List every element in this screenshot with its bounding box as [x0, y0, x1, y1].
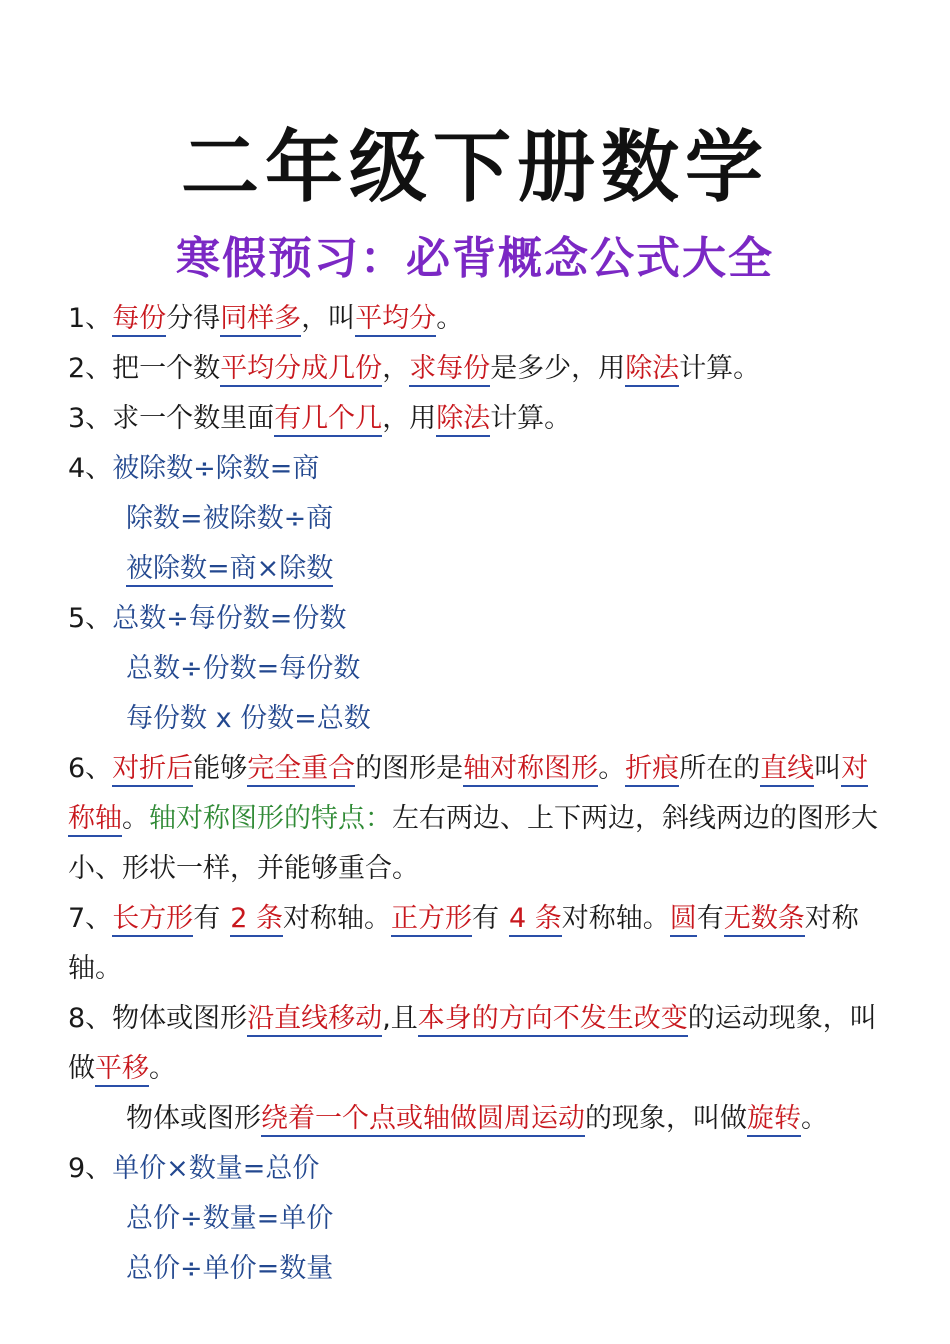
item-1: [68, 294, 892, 344]
keyword: 旋转: [747, 1103, 801, 1137]
keyword: 2 条: [230, 903, 283, 937]
item-4: [68, 444, 892, 494]
item-4-formula-3: [68, 544, 892, 594]
text: ，叫: [301, 303, 356, 334]
text: 左右两边、上下两边，斜线两边的图形大小、形状一样，并能够重合。: [68, 803, 878, 884]
text: 。: [598, 753, 626, 784]
item-6: [68, 744, 892, 894]
keyword: 除法: [436, 403, 490, 437]
text: ,且: [382, 1003, 418, 1034]
keyword: 平均分成几份: [220, 353, 382, 387]
text: 分得: [166, 303, 221, 334]
concept-list: [68, 294, 892, 1294]
formula: 总数÷每份数=份数: [112, 603, 347, 634]
text: 1、: [68, 303, 113, 334]
text: 对称轴。: [282, 903, 391, 934]
text: 的运动现象，叫做: [68, 1003, 877, 1084]
text: 计算。: [490, 403, 572, 434]
highlight: 轴对称图形的特点：: [149, 803, 392, 834]
text: 4、: [68, 453, 113, 484]
keyword: 本身的方向不发生改变: [418, 1003, 688, 1037]
keyword: 求每份: [409, 353, 490, 387]
item-8-rotation: [68, 1094, 892, 1144]
item-7: [68, 894, 892, 994]
keyword: 平均分: [355, 303, 436, 337]
text: 7、: [68, 903, 113, 934]
text: 2、把一个数: [68, 353, 221, 384]
text: 6、: [68, 753, 113, 784]
keyword: 绕着一个点或轴做圆周运动: [261, 1103, 585, 1137]
formula: 被除数÷除数=商: [112, 453, 320, 484]
text: 的现象，叫做: [585, 1103, 747, 1134]
text: 计算。: [679, 353, 761, 384]
keyword: 完全重合: [247, 753, 355, 787]
text: 有: [193, 903, 221, 934]
text: 。: [436, 303, 464, 334]
text: 是多少，用: [490, 353, 626, 384]
text: 对称轴。: [68, 903, 859, 984]
page-subtitle: 寒假预习：必背概念公式大全: [176, 233, 774, 284]
text: 5、: [68, 603, 113, 634]
keyword: 直线: [760, 753, 814, 787]
keyword: 轴对称图形: [463, 753, 598, 787]
text: 。: [149, 1053, 176, 1084]
formula: 被除数=商×除数: [126, 553, 333, 587]
formula: 单价×数量=总价: [112, 1153, 320, 1184]
text: 有: [696, 903, 724, 934]
item-8: [68, 994, 892, 1094]
keyword: 有几个几: [274, 403, 382, 437]
text: 所在的: [679, 753, 761, 784]
item-2: [68, 344, 892, 394]
item-5-formula-2: [68, 644, 892, 694]
text: ，用: [382, 403, 437, 434]
keyword: 长方形: [112, 903, 193, 937]
item-5: [68, 594, 892, 644]
text: 能够: [193, 753, 248, 784]
text: 有: [471, 903, 499, 934]
text: 。: [122, 803, 149, 834]
formula: 总价÷数量=单价: [126, 1203, 334, 1234]
text: 物体或图形: [126, 1103, 261, 1134]
keyword: 4 条: [509, 903, 562, 937]
keyword: 折痕: [625, 753, 679, 787]
keyword: 对折后: [112, 753, 193, 787]
text: 3、求一个数里面: [68, 403, 275, 434]
text: 叫: [814, 753, 842, 784]
text: 9、: [68, 1153, 113, 1184]
formula: 每份数 x 份数=总数: [126, 703, 371, 734]
keyword: 无数条: [724, 903, 805, 937]
item-4-formula-2: [68, 494, 892, 544]
text: 对称轴。: [561, 903, 670, 934]
text: ，: [382, 353, 410, 384]
item-5-formula-3: [68, 694, 892, 744]
keyword: 圆: [670, 903, 697, 937]
item-9-formula-3: [68, 1244, 892, 1294]
page-title: 二年级下册数学: [180, 123, 769, 213]
keyword: 除法: [625, 353, 679, 387]
text: 的图形是: [355, 753, 464, 784]
keyword: 对称轴: [68, 753, 868, 837]
item-9-formula-2: [68, 1194, 892, 1244]
keyword: 沿直线移动: [247, 1003, 382, 1037]
item-9: [68, 1144, 892, 1194]
keyword: 平移: [95, 1053, 149, 1087]
formula: 除数=被除数÷商: [126, 503, 334, 534]
formula: 总价÷单价=数量: [126, 1253, 334, 1284]
keyword: 正方形: [391, 903, 472, 937]
keyword: 同样多: [220, 303, 301, 337]
text: 。: [801, 1103, 828, 1134]
formula: 总数÷份数=每份数: [126, 653, 361, 684]
text: 8、物体或图形: [68, 1003, 248, 1034]
keyword: 每份: [112, 303, 166, 337]
item-3: [68, 394, 892, 444]
